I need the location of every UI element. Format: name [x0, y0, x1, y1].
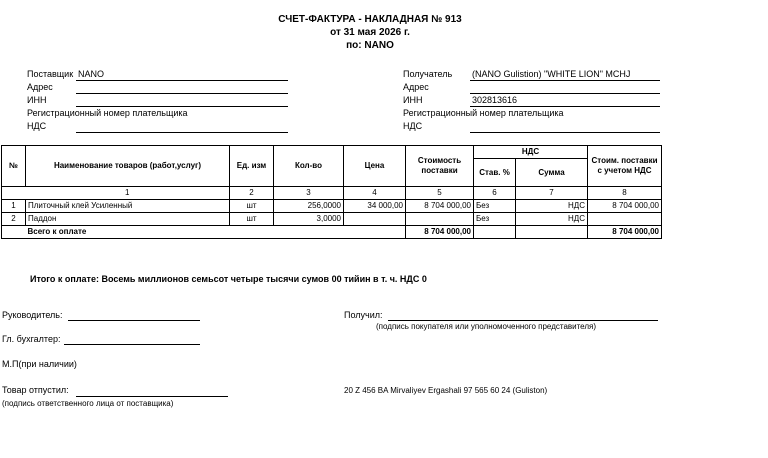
row-num: 1 [2, 200, 26, 213]
row-rate: Без [474, 213, 516, 226]
row-qty: 256,0000 [274, 200, 344, 213]
header-price: Цена [344, 146, 406, 187]
document-po: по: NANO [346, 40, 394, 51]
row-unit: шт [230, 213, 274, 226]
released-signature-line[interactable] [76, 396, 228, 397]
supplier-address-label: Адрес [27, 82, 53, 92]
col-number: 7 [516, 187, 588, 200]
header-vat-rate: Став. % [474, 159, 516, 187]
recipient-vat-line [470, 132, 660, 133]
supplier-vat-label: НДС [27, 121, 47, 131]
table-row [2, 213, 662, 226]
released-label: Товар отпустил: [2, 385, 69, 395]
row-num: 2 [2, 213, 26, 226]
row-rate: Без [474, 200, 516, 213]
head-signature-line[interactable] [68, 320, 200, 321]
supplier-address-line [76, 93, 288, 94]
header-name: Наименование товаров (работ,услуг) [26, 146, 230, 187]
row-total [588, 213, 662, 226]
row-price: 34 000,00 [344, 200, 406, 213]
col-number: 5 [406, 187, 474, 200]
recipient-inn-value: 302813616 [472, 95, 518, 105]
header-vat: НДС [474, 146, 588, 159]
total-cost: 8 704 000,00 [406, 226, 474, 239]
document-date: от 31 мая 2026 г. [330, 27, 410, 38]
total-with-vat: 8 704 000,00 [588, 226, 662, 239]
stamp-label: М.П(при наличии) [2, 359, 77, 369]
row-name: Паддон [26, 213, 230, 226]
released-note: (подпись ответственного лица от поставщика) [2, 399, 174, 408]
header-total: Стоим. поставки с учетом НДС [588, 146, 662, 187]
recipient-vat-label: НДС [403, 121, 423, 131]
col-number: 8 [588, 187, 662, 200]
row-qty: 3,0000 [274, 213, 344, 226]
supplier-vat-line [76, 132, 288, 133]
received-note: (подпись покупателя или уполномоченного представителя) [376, 322, 597, 331]
received-signature-line[interactable] [388, 320, 658, 321]
col-number: 1 [26, 187, 230, 200]
col-number: 6 [474, 187, 516, 200]
recipient-address-label: Адрес [403, 82, 429, 92]
header-vat-sum: Сумма [516, 159, 588, 187]
row-total: 8 704 000,00 [588, 200, 662, 213]
payment-summary: Итого к оплате: Восемь миллионов семьсот четыре тысячи сумов 00 тийин в т. ч. НДС 0 [30, 274, 427, 284]
supplier-reg-label: Регистрационный номер плательщика [27, 108, 188, 118]
recipient-inn-line [470, 106, 660, 107]
row-name: Плиточный клей Усиленный [26, 200, 230, 213]
head-label: Руководитель: [2, 310, 63, 320]
row-cost [406, 213, 474, 226]
recipient-reg-label: Регистрационный номер плательщика [403, 108, 564, 118]
supplier-inn-line [76, 106, 288, 107]
supplier-inn-label: ИНН [27, 95, 47, 105]
row-price [344, 213, 406, 226]
total-row [2, 226, 662, 239]
row-cost: 8 704 000,00 [406, 200, 474, 213]
header-qty: Кол-во [274, 146, 344, 187]
recipient-inn-label: ИНН [403, 95, 423, 105]
accountant-label: Гл. бухгалтер: [2, 334, 61, 344]
col-number: 3 [274, 187, 344, 200]
header-unit: Ед. изм [230, 146, 274, 187]
header-num: № [2, 146, 26, 187]
col-number: 4 [344, 187, 406, 200]
table-row [2, 200, 662, 213]
supplier-label: Поставщик [27, 69, 74, 79]
total-label: Всего к оплате [26, 226, 406, 239]
supplier-value: NANO [78, 69, 105, 79]
recipient-label: Получатель [403, 69, 453, 79]
vehicle-info: 20 Z 456 BA Mirvaliyev Ergashali 97 565 60 24 (Guliston) [344, 386, 548, 395]
row-unit: шт [230, 200, 274, 213]
invoice-table [1, 145, 662, 239]
recipient-line [470, 80, 660, 81]
accountant-signature-line[interactable] [64, 344, 200, 345]
row-vat: НДС [516, 200, 588, 213]
supplier-line [76, 80, 288, 81]
document-title: СЧЕТ-ФАКТУРА - НАКЛАДНАЯ № 913 [278, 14, 462, 25]
recipient-address-line [470, 93, 660, 94]
recipient-value: (NANO Gulistion) "WHITE LION" MCHJ [472, 69, 631, 79]
header-cost: Стоимость поставки [406, 146, 474, 187]
received-label: Получил: [344, 310, 383, 320]
row-vat: НДС [516, 213, 588, 226]
col-number: 2 [230, 187, 274, 200]
